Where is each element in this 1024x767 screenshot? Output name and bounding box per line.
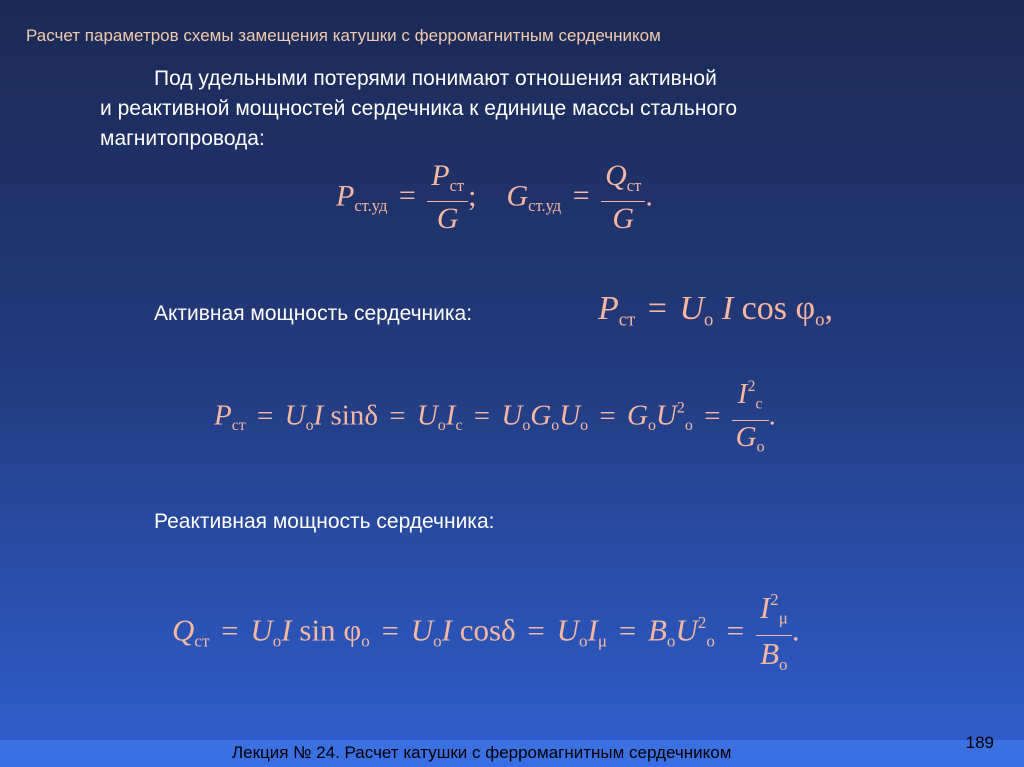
footer-title: Лекция № 24. Расчет катушки с ферромагнитным сердечником [232, 743, 732, 762]
fraction-q: $\frac{Q_{ст}}{G}$ [601, 160, 645, 237]
intro-paragraph [100, 64, 920, 154]
page-number: 189 [965, 733, 994, 752]
intro-line-1: Под удельными потерями понимают отношения активной [154, 67, 717, 90]
active-power-label: Активная мощность сердечника: [154, 302, 473, 325]
formula-reactive-power: $Q_{ст} = U_оI$ $\sin \varphi_о = U_оI$ $\cos\delta = U_оI_\mu = B_оU^2_о$ = $\frac{I^2_\mu}{B_о}$ . [172, 584, 800, 683]
fraction-ic-go: $\frac{I^2_с}{G_о}$ [732, 372, 769, 464]
slide-header-title: Расчет параметров схемы замещения катушки с ферромагнитным сердечником [26, 26, 661, 45]
formula-specific-losses: $P_{ст.уд}$ = $\frac{P_{ст}}{G}$ ; $G_{ст.уд}$ = $\frac{Q_{ст}}{G}$ . [336, 159, 653, 236]
fraction-p: $\frac{P_{ст}}{G}$ [427, 160, 468, 237]
intro-line-3: магнитопровода: [100, 127, 265, 150]
formula-active-power: $P_{ст} = U_о$ I $\cos \varphi_о$, [598, 290, 833, 331]
fraction-imu-bo: $\frac{I^2_\mu}{B_о}$ [756, 584, 792, 683]
reactive-power-label: Реактивная мощность сердечника: [154, 510, 495, 533]
intro-line-2: и реактивной мощностей сердечника к единице массы стального [100, 97, 738, 120]
formula-active-power-expansion: $P_{ст} = U_оI$ $\sin\delta = U_оI_с = U_оG_оU_о = G_оU^2_о$ = $\frac{I^2_с}{G_о}$ . [214, 372, 776, 464]
